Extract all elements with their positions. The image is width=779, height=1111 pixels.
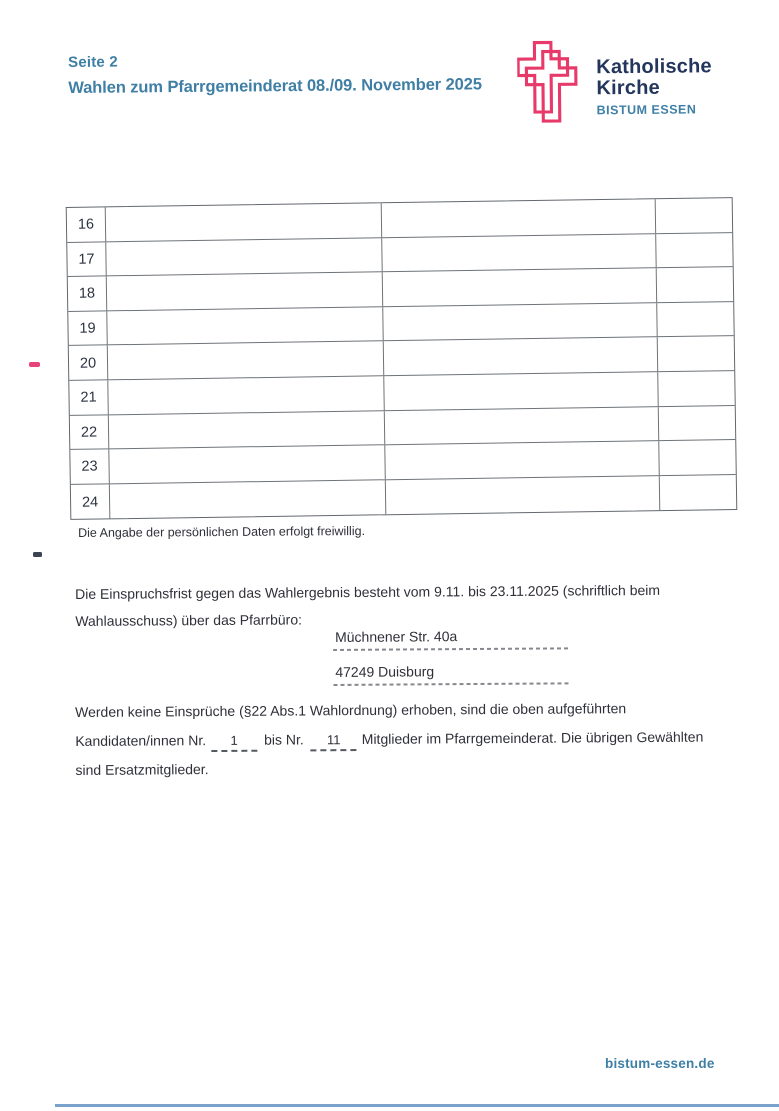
- pink-edge-mark: [29, 362, 40, 367]
- name-cell: [107, 342, 383, 380]
- blank-nr-from: 1: [211, 733, 257, 752]
- street-underline: [333, 647, 570, 651]
- check-cell: [655, 233, 732, 268]
- document-header: [68, 50, 482, 98]
- row-number-cell: 19: [79, 320, 96, 337]
- name-cell: [108, 445, 384, 483]
- name-cell: [106, 307, 382, 345]
- parish-office-address: [333, 627, 573, 699]
- check-cell: [658, 440, 735, 475]
- logo-subtitle: BISTUM ESSEN: [596, 102, 697, 118]
- check-cell: [655, 198, 732, 233]
- check-cell: [657, 336, 734, 371]
- logo-name-line1: Katholische: [596, 55, 712, 79]
- info-cell: [385, 476, 659, 515]
- row-number-cell: 17: [78, 251, 95, 268]
- info-cell: [384, 407, 658, 445]
- info-cell: [382, 303, 656, 341]
- name-cell: [107, 376, 383, 414]
- row-number-cell: 20: [79, 355, 97, 372]
- row-number-cell: 22: [80, 424, 98, 441]
- info-cell: [383, 372, 657, 410]
- members-nr-mid: bis Nr.: [264, 731, 304, 748]
- name-cell: [109, 480, 385, 519]
- logo-name-line2: Kirche: [596, 76, 660, 100]
- name-cell: [108, 411, 384, 449]
- address-city: 47249 Duisburg: [335, 663, 435, 680]
- name-cell: [106, 272, 382, 310]
- bottom-scan-line: [55, 1104, 779, 1107]
- row-number-cell: 21: [80, 389, 97, 407]
- double-cross-icon: [517, 38, 582, 125]
- document-title: Wahlen zum Pfarrgemeinderat 08./09. November 2025: [68, 75, 482, 97]
- check-cell: [658, 406, 735, 441]
- candidate-table: [66, 197, 738, 520]
- blank-nr-to: 11: [311, 732, 357, 751]
- objection-period-paragraph: [75, 576, 735, 635]
- members-nr-suffix: Mitglieder im Pfarrgemeinderat. Die übrigen Gewählten: [361, 728, 704, 747]
- info-cell: [384, 441, 658, 479]
- navy-edge-mark: [33, 552, 42, 557]
- row-number-cell: 23: [81, 458, 98, 476]
- members-line2: [75, 722, 755, 756]
- check-cell: [656, 302, 733, 337]
- members-nr-prefix: Kandidaten/innen Nr.: [75, 732, 207, 749]
- row-number-cell: 24: [81, 494, 99, 511]
- website-url: bistum-essen.de: [605, 1056, 715, 1071]
- members-line1: Werden keine Einsprüche (§22 Abs.1 Wahlordnung) erhoben, sind die oben aufgeführten: [75, 700, 627, 720]
- address-street: Müchnener Str. 40a: [334, 628, 458, 645]
- logo-text: [596, 56, 712, 124]
- members-paragraph: [75, 693, 756, 785]
- objection-period-line1: Die Einspruchsfrist gegen das Wahlergebnis besteht vom 9.11. bis 23.11.2025 (schriftlich beim: [75, 581, 661, 602]
- bistum-essen-logo: [517, 37, 712, 125]
- info-cell: [381, 234, 655, 272]
- page-number-label: Seite 2: [68, 53, 118, 71]
- row-number-cell: 18: [78, 286, 96, 303]
- name-cell: [105, 203, 381, 241]
- members-line3: sind Ersatzmitglieder.: [75, 761, 209, 778]
- objection-period-line2: Wahlausschuss) über das Pfarrbüro:: [75, 611, 303, 629]
- info-cell: [381, 199, 655, 237]
- row-number-cell: 16: [77, 216, 95, 234]
- check-cell: [659, 475, 737, 511]
- info-cell: [383, 338, 657, 376]
- city-underline: [333, 682, 570, 686]
- check-cell: [656, 267, 733, 302]
- check-cell: [657, 371, 734, 406]
- info-cell: [382, 268, 656, 306]
- name-cell: [105, 238, 381, 276]
- privacy-note: Die Angabe der persönlichen Daten erfolgt freiwillig.: [78, 523, 366, 540]
